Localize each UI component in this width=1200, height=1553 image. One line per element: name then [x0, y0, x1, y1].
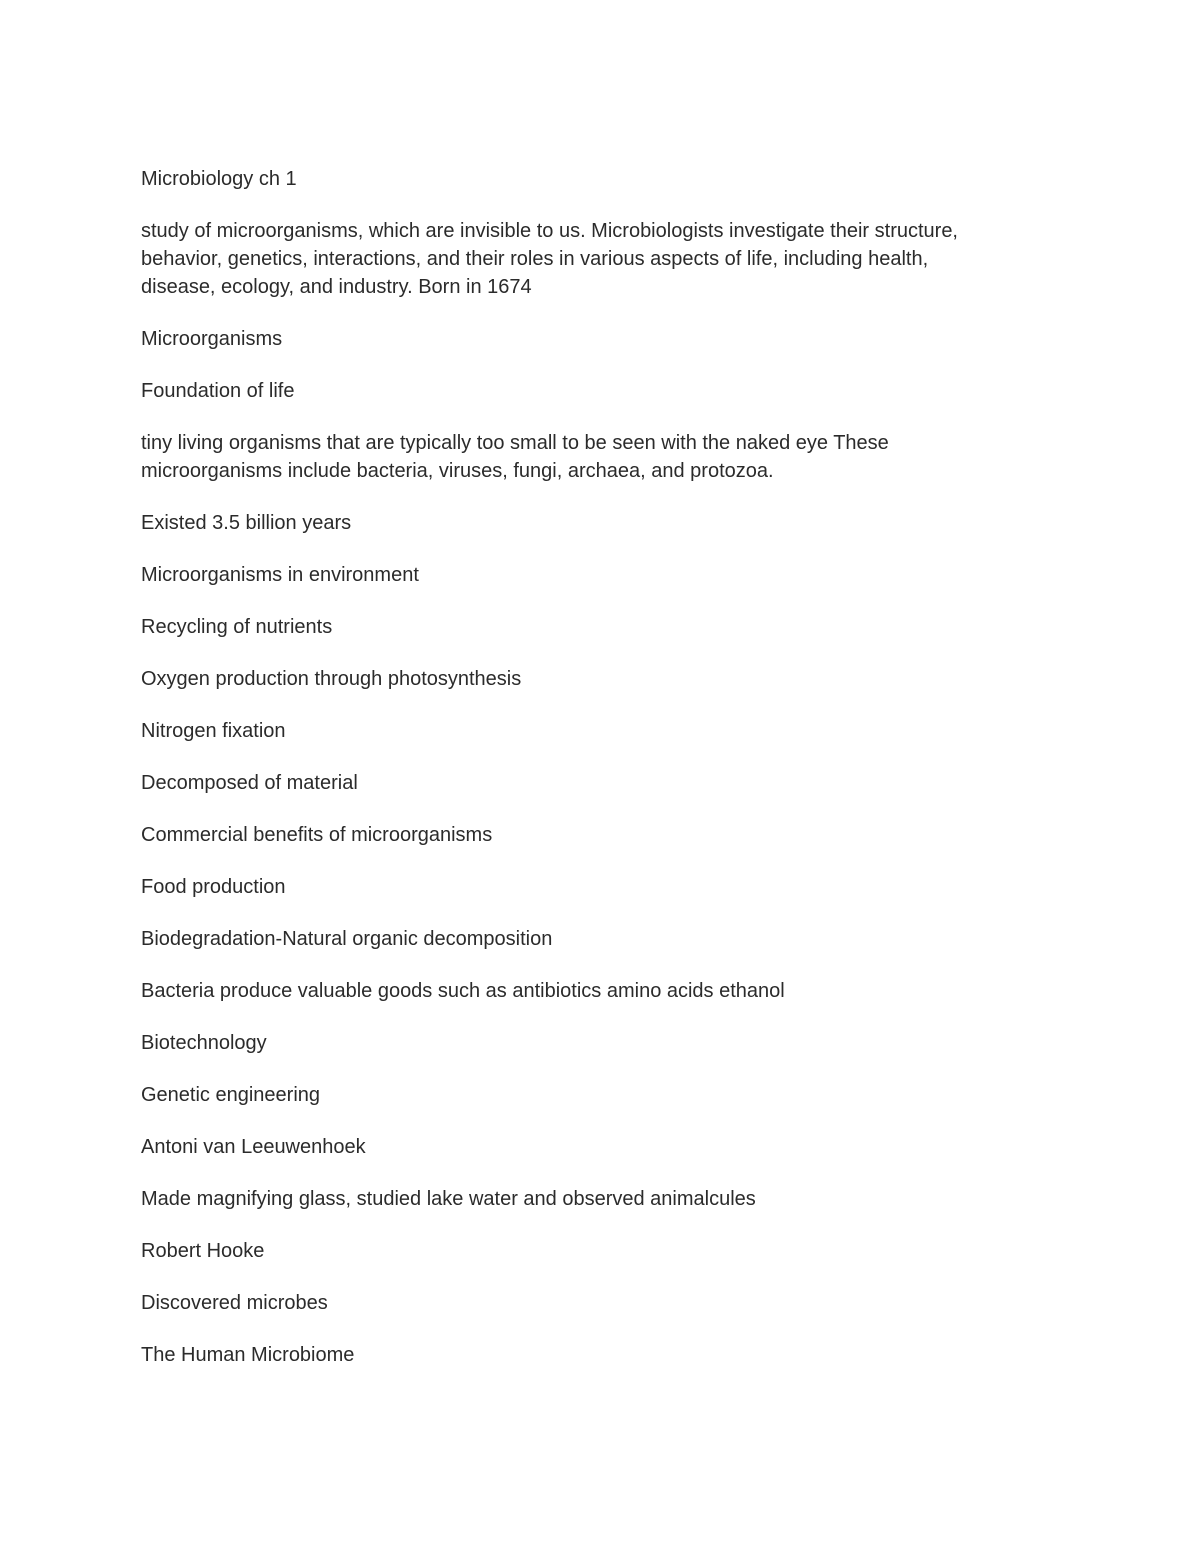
paragraph: Oxygen production through photosynthesis	[141, 668, 522, 690]
paragraph: Discovered microbes	[141, 1292, 328, 1314]
paragraph: study of microorganisms, which are invisible to us. Microbiologists investigate their structure, behavior, genetics, interactions, and their roles in various aspects of life, including health, disease, ecology, and industry. Born in 1674	[141, 220, 958, 298]
paragraph: Existed 3.5 billion years	[141, 512, 352, 534]
paragraph: Biotechnology	[141, 1032, 267, 1054]
paragraph: Genetic engineering	[141, 1084, 321, 1106]
paragraph: Biodegradation-Natural organic decomposition	[141, 928, 553, 950]
document-body	[141, 165, 1041, 1393]
paragraph: Microorganisms in environment	[141, 564, 419, 586]
paragraph: Food production	[141, 876, 286, 898]
paragraph: Foundation of life	[141, 380, 295, 402]
paragraph: Recycling of nutrients	[141, 616, 333, 638]
paragraph: Decomposed of material	[141, 772, 358, 794]
paragraph: Bacteria produce valuable goods such as antibiotics amino acids ethanol	[141, 980, 785, 1002]
paragraph: Commercial benefits of microorganisms	[141, 824, 493, 846]
paragraph: The Human Microbiome	[141, 1344, 355, 1366]
paragraph: Made magnifying glass, studied lake water and observed animalcules	[141, 1188, 756, 1210]
paragraph: Nitrogen fixation	[141, 720, 286, 742]
paragraph: tiny living organisms that are typically too small to be seen with the naked eye These microorganisms include bacteria, viruses, fungi, archaea, and protozoa.	[141, 432, 889, 482]
paragraph: Robert Hooke	[141, 1240, 265, 1262]
paragraph: Microorganisms	[141, 328, 283, 350]
paragraph: Antoni van Leeuwenhoek	[141, 1136, 366, 1158]
document-title: Microbiology ch 1	[141, 168, 297, 190]
